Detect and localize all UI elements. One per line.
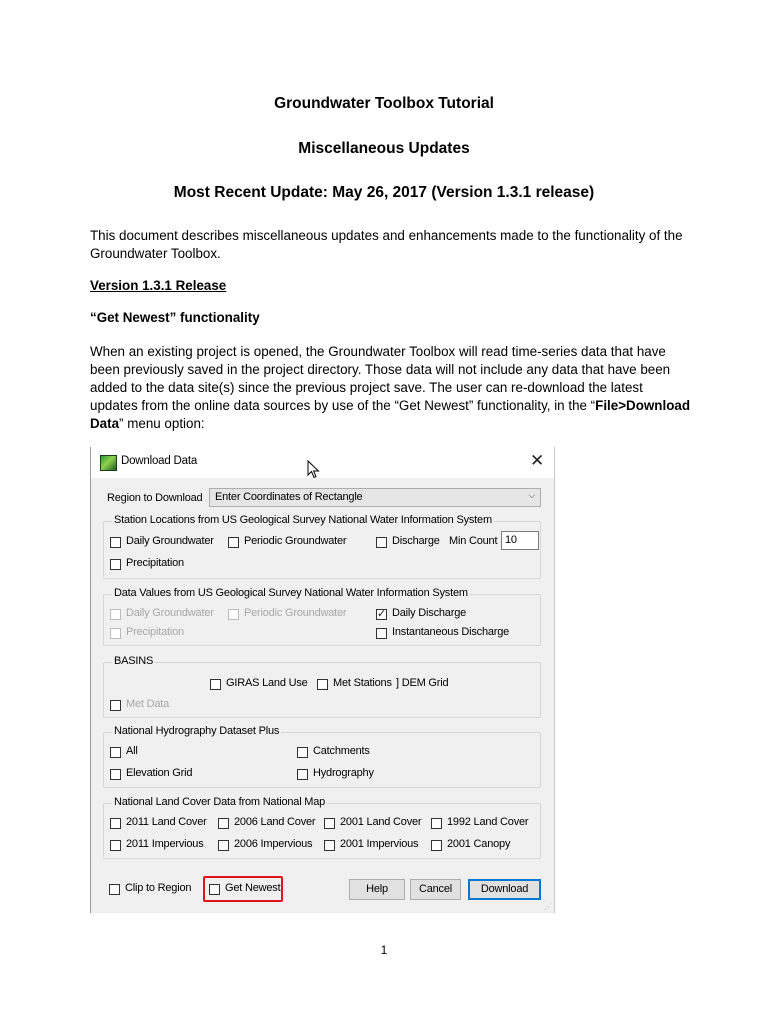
checkbox-label: Met Stations: [333, 677, 392, 689]
instantaneous-discharge-checkbox[interactable]: [376, 628, 387, 639]
impervious-2001-checkbox[interactable]: [324, 840, 335, 851]
periodic-groundwater-station-checkbox[interactable]: [228, 537, 239, 548]
checkbox-label: Clip to Region: [125, 882, 192, 894]
dialog-titlebar: [91, 447, 554, 478]
checkbox-label: 2001 Canopy: [447, 838, 511, 850]
group-title: Station Locations from US Geological Survey National Water Information System: [114, 514, 492, 526]
resize-grip-icon[interactable]: ⋰: [544, 902, 552, 911]
section-heading: Version 1.3.1 Release: [90, 278, 227, 293]
page-number: 1: [380, 943, 388, 957]
checkbox-label: Daily Discharge: [392, 607, 467, 619]
giras-land-use-checkbox[interactable]: [210, 679, 221, 690]
daily-discharge-checkbox[interactable]: [376, 609, 387, 620]
chevron-down-icon: ⌵: [528, 490, 535, 500]
daily-groundwater-station-checkbox[interactable]: [110, 537, 121, 548]
periodic-groundwater-values-checkbox: [228, 609, 239, 620]
checkbox-label: Get Newest: [225, 882, 281, 894]
checkbox-label: 2011 Land Cover: [126, 816, 207, 828]
checkbox-label: Elevation Grid: [126, 767, 193, 779]
elevation-grid-checkbox[interactable]: [110, 769, 121, 780]
download-button[interactable]: Download: [468, 879, 541, 900]
impervious-2011-checkbox[interactable]: [110, 840, 121, 851]
canopy-2001-checkbox[interactable]: [431, 840, 442, 851]
region-select-value: Enter Coordinates of Rectangle: [215, 491, 363, 503]
dialog-title: Download Data: [121, 455, 198, 467]
land-cover-2011-checkbox[interactable]: [110, 818, 121, 829]
min-count-value: 10: [505, 534, 517, 546]
group-title: National Land Cover Data from National Map: [114, 796, 326, 808]
dem-grid-label[interactable]: ] DEM Grid: [396, 677, 449, 689]
checkbox-label: Catchments: [313, 745, 370, 757]
checkbox-label: 2006 Impervious: [234, 838, 313, 850]
body-text: When an existing project is opened, the Groundwater Toolbox will read time-series data that have been previously saved in the project directory. Those data will not include any data that have been added to the data site(s) since the previous project save. The user can re-download the latest updates from the online data sources by use of the “Get Newest” functionality, in the “: [90, 344, 671, 413]
precipitation-station-checkbox[interactable]: [110, 559, 121, 570]
checkbox-label: Daily Groundwater: [126, 607, 214, 619]
body-menu-path: File>Download Data: [90, 398, 691, 431]
body-suffix: ” menu option:: [119, 416, 205, 431]
group-title: Data Values from US Geological Survey National Water Information System: [114, 587, 468, 599]
group-title: BASINS: [114, 655, 154, 667]
nhd-all-checkbox[interactable]: [110, 747, 121, 758]
discharge-station-checkbox[interactable]: [376, 537, 387, 548]
nlcd-group: [103, 796, 541, 859]
checkbox-label: Discharge: [392, 535, 440, 547]
land-cover-2001-checkbox[interactable]: [324, 818, 335, 829]
checkbox-label: 2001 Impervious: [340, 838, 419, 850]
body-paragraph: [90, 343, 690, 433]
document-subtitle: Miscellaneous Updates: [298, 140, 470, 157]
close-icon[interactable]: ✕: [529, 451, 544, 470]
get-newest-checkbox[interactable]: [209, 884, 220, 895]
subheading: “Get Newest” functionality: [90, 310, 260, 325]
min-count-input[interactable]: [501, 531, 539, 550]
checkbox-label: Hydrography: [313, 767, 374, 779]
document-title: Groundwater Toolbox Tutorial: [274, 95, 494, 112]
hydrography-checkbox[interactable]: [297, 769, 308, 780]
checkmark-icon: ✓: [377, 608, 387, 620]
checkbox-label: Precipitation: [126, 626, 184, 638]
region-label: Region to Download: [107, 492, 203, 504]
intro-paragraph: This document describes miscellaneous updates and enhancements made to the functionality of the Groundwater Toolbox.: [90, 228, 683, 261]
app-icon: [100, 455, 117, 471]
land-cover-2006-checkbox[interactable]: [218, 818, 229, 829]
checkbox-label: GIRAS Land Use: [226, 677, 308, 689]
checkbox-label: Precipitation: [126, 557, 184, 569]
checkbox-label: 2011 Impervious: [126, 838, 204, 850]
min-count-label: Min Count: [449, 535, 498, 547]
data-values-group: [103, 587, 541, 646]
checkbox-label: Periodic Groundwater: [244, 607, 347, 619]
daily-groundwater-values-checkbox: [110, 609, 121, 620]
checkbox-label: Instantaneous Discharge: [392, 626, 510, 638]
checkbox-label: Periodic Groundwater: [244, 535, 347, 547]
checkbox-label: Daily Groundwater: [126, 535, 214, 547]
mouse-cursor-icon: [307, 460, 320, 479]
download-data-dialog: [90, 447, 555, 913]
checkbox-label: All: [126, 745, 138, 757]
met-stations-checkbox[interactable]: [317, 679, 328, 690]
help-button[interactable]: Help: [349, 879, 405, 900]
nhd-plus-group: [103, 725, 541, 788]
land-cover-1992-checkbox[interactable]: [431, 818, 442, 829]
region-select[interactable]: [209, 488, 541, 507]
update-line: Most Recent Update: May 26, 2017 (Version 1.3.1 release): [173, 184, 595, 201]
catchments-checkbox[interactable]: [297, 747, 308, 758]
checkbox-label: 2006 Land Cover: [234, 816, 316, 828]
group-title: National Hydrography Dataset Plus: [114, 725, 280, 737]
clip-to-region-checkbox[interactable]: [109, 884, 120, 895]
cancel-button[interactable]: Cancel: [410, 879, 461, 900]
checkbox-label: 1992 Land Cover: [447, 816, 529, 828]
basins-group: [103, 655, 541, 718]
met-data-checkbox[interactable]: [110, 700, 121, 711]
impervious-2006-checkbox[interactable]: [218, 840, 229, 851]
precipitation-values-checkbox: [110, 628, 121, 639]
checkbox-label: Met Data: [126, 698, 170, 710]
station-locations-group: [103, 514, 541, 579]
checkbox-label: 2001 Land Cover: [340, 816, 422, 828]
